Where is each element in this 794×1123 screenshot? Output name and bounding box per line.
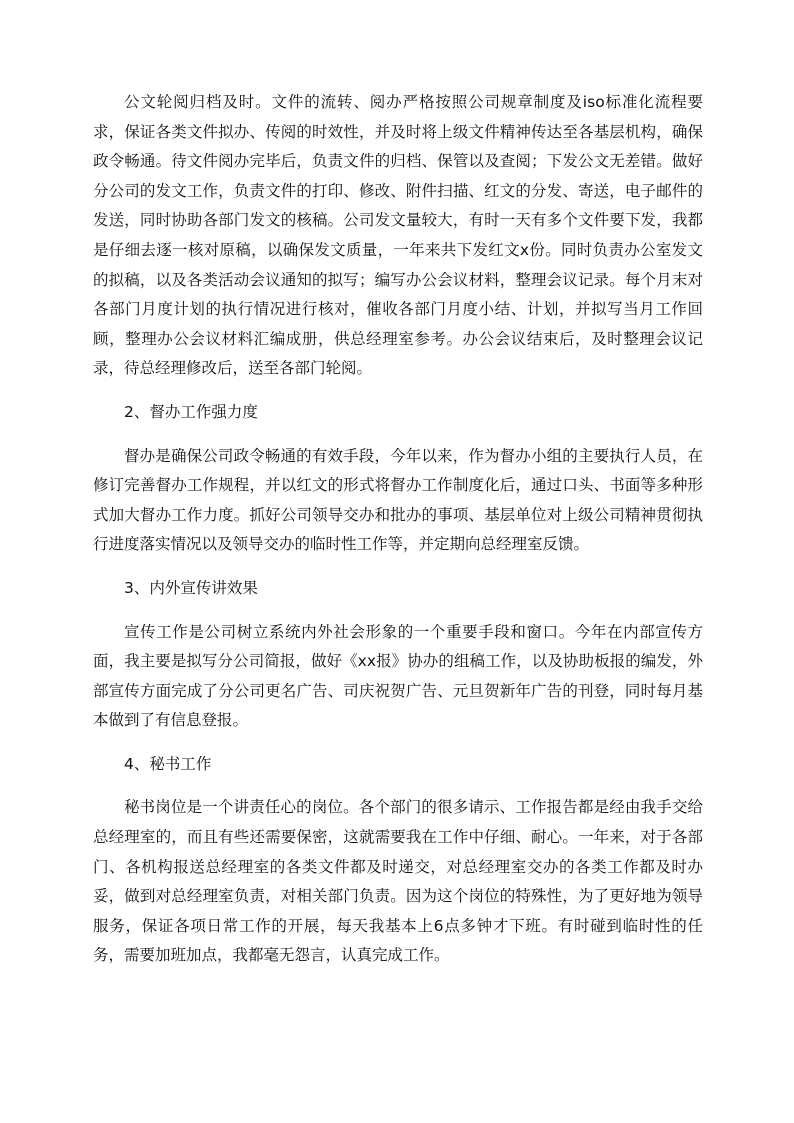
paragraph-document-circulation: 公文轮阅归档及时。文件的流转、阅办严格按照公司规章制度及iso标准化流程要求，保证各类文件拟办、传阅的时效性，并及时将上级文件精神传达至各基层机构，确保政令畅通。待文件阅办完毕后，负责文件的归档、保管以及查阅；下发公文无差错。做好分公司的发文工作，负责文件的打印、修改、附件扫描、红文的分发、寄送，电子邮件的发送，同时协助各部门发文的核稿。公司发文量较大，有时一天有多个文件要下发，我都是仔细去逐一核对原稿，以确保发文质量，一年来共下发红文x份。同时负责办公室发文的拟稿，以及各类活动会议通知的拟写；编写办公会议材料，整理会议记录。每个月末对各部门月度计划的执行情况进行核对，催收各部门月度小结、计划，并拟写当月工作回顾，整理办公会议材料汇编成册，供总经理室参考。办公会议结束后，及时整理会议记录，待总经理修改后，送至各部门轮阅。 xyxy=(93,93,703,378)
paragraph-supervision: 督办是确保公司政令畅通的有效手段，今年以来，作为督办小组的主要执行人员，在修订完善督办工作规程，并以红文的形式将督办工作制度化后，通过口头、书面等多种形式加大督办工作力度。抓好公司领导交办和批办的事项、基层单位对上级公司精神贯彻执行进度落实情况以及领导交办的临时性工作等，并定期向总经理室反馈。 xyxy=(93,446,703,554)
paragraph-secretary: 秘书岗位是一个讲责任心的岗位。各个部门的很多请示、工作报告都是经由我手交给总经理室的，而且有些还需要保密，这就需要我在工作中仔细、耐心。一年来，对于各部门、各机构报送总经理室的各类文件都及时递交，对总经理室交办的各类工作都及时办妥，做到对总经理室负责，对相关部门负责。因为这个岗位的特殊性，为了更好地为领导服务，保证各项日常工作的开展，每天我基本上6点多钟才下班。有时碰到临时性的任务，需要加班加点，我都毫无怨言，认真完成工作。 xyxy=(93,798,703,965)
section-heading-secretary: 4、秘书工作 xyxy=(124,754,212,773)
section-heading-publicity: 3、内外宣传讲效果 xyxy=(124,578,258,597)
section-heading-supervision: 2、督办工作强力度 xyxy=(124,402,258,421)
paragraph-publicity: 宣传工作是公司树立系统内外社会形象的一个重要手段和窗口。今年在内部宣传方面，我主要是拟写分公司简报，做好《xx报》协办的组稿工作，以及协助板报的编发，外部宣传方面完成了分公司更名广告、司庆祝贺广告、元旦贺新年广告的刊登，同时每月基本做到了有信息登报。 xyxy=(93,622,703,730)
document-body xyxy=(93,88,703,971)
